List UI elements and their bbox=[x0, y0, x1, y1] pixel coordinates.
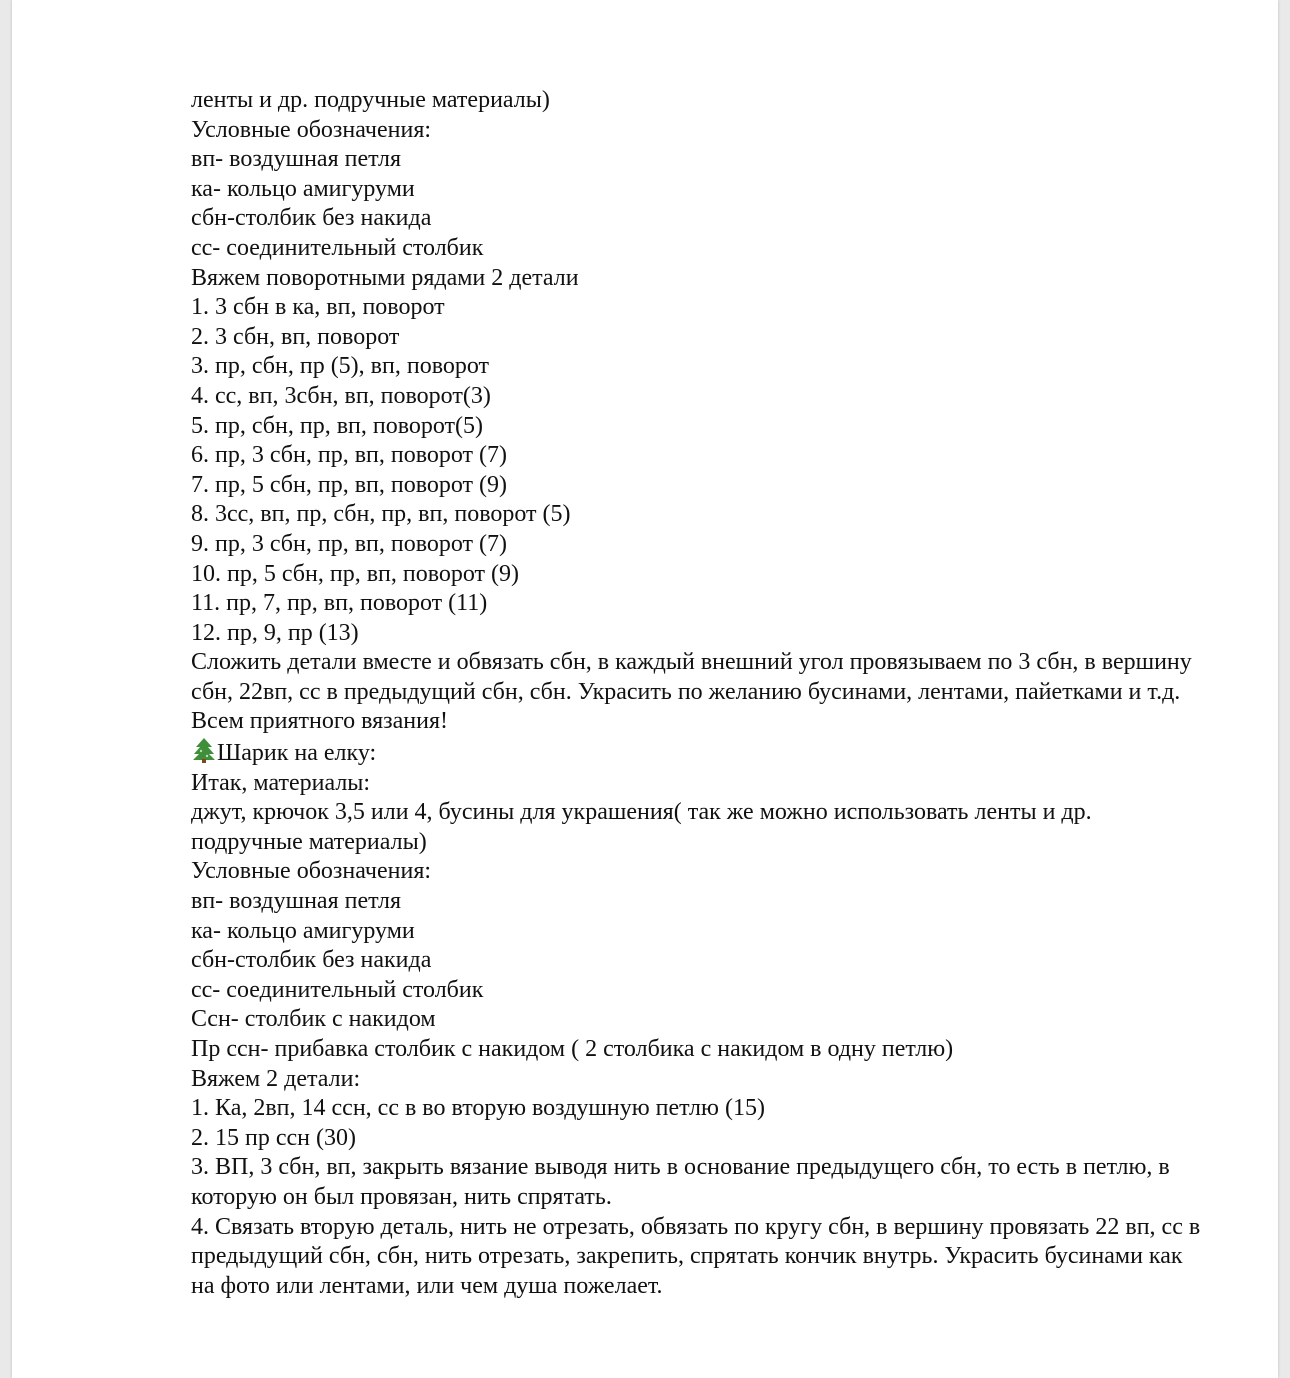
text-line: 2. 3 сбн, вп, поворот bbox=[191, 323, 400, 350]
christmas-tree-icon bbox=[191, 737, 217, 763]
text-line: ка- кольцо амигуруми bbox=[191, 917, 415, 944]
text-line: Пр ссн- прибавка столбик с накидом ( 2 столбика с накидом в одну петлю) bbox=[191, 1036, 954, 1062]
section-title-text: Шарик на елку: bbox=[217, 740, 377, 767]
text-line: сс- соединительный столбик bbox=[191, 234, 484, 261]
text-line: ка- кольцо амигуруми bbox=[191, 175, 415, 202]
text-line: 5. пр, сбн, пр, вп, поворот(5) bbox=[191, 412, 484, 439]
text-line: 4. сс, вп, 3сбн, вп, поворот(3) bbox=[191, 382, 491, 409]
text-line: 3. пр, сбн, пр (5), вп, поворот bbox=[191, 353, 490, 380]
text-line: 9. пр, 3 сбн, пр, вп, поворот (7) bbox=[191, 530, 508, 557]
text-line: Сложить детали вместе и обвязать сбн, в каждый внешний угол провязываем по 3 сбн, в вершину сбн, 22вп, сс в предыдущий сбн, сбн. Украсить по желанию бусинами, лентами, пайетками и т.д. bbox=[191, 649, 1192, 705]
text-line: вп- воздушная петля bbox=[191, 888, 402, 915]
text-line: Всем приятного вязания! bbox=[191, 708, 449, 735]
instructions-part-1 bbox=[191, 86, 1201, 737]
instructions-part-2 bbox=[191, 769, 1201, 1302]
text-line: 10. пр, 5 сбн, пр, вп, поворот (9) bbox=[191, 560, 520, 587]
text-line: Вяжем поворотными рядами 2 детали bbox=[191, 264, 579, 291]
text-line: джут, крючок 3,5 или 4, бусины для украшения( так же можно использовать ленты и др. подручные материалы) bbox=[191, 799, 1092, 855]
text-line: Вяжем 2 детали: bbox=[191, 1065, 361, 1092]
text-line: 1. Ка, 2вп, 14 ссн, сс в во вторую воздушную петлю (15) bbox=[191, 1095, 765, 1122]
text-line: Условные обозначения: bbox=[191, 858, 432, 885]
text-line: Ссн- столбик с накидом bbox=[191, 1006, 436, 1033]
text-line: 8. 3сс, вп, пр, сбн, пр, вп, поворот (5) bbox=[191, 501, 571, 528]
text-line: Итак, материалы: bbox=[191, 769, 371, 796]
text-line: 7. пр, 5 сбн, пр, вп, поворот (9) bbox=[191, 471, 508, 498]
text-line: Условные обозначения: bbox=[191, 116, 432, 143]
text-line: 6. пр, 3 сбн, пр, вп, поворот (7) bbox=[191, 442, 508, 469]
text-line: ленты и др. подручные материалы) bbox=[191, 87, 550, 113]
text-line: 3. ВП, 3 сбн, вп, закрыть вязание выводя нить в основание предыдущего сбн, то есть в петлю, в которую он был провязан, нить спрятать. bbox=[191, 1154, 1170, 1210]
text-line: сс- соединительный столбик bbox=[191, 976, 484, 1003]
text-line: сбн-столбик без накида bbox=[191, 947, 432, 974]
text-line: 1. 3 сбн в ка, вп, поворот bbox=[191, 294, 445, 321]
text-line: 11. пр, 7, пр, вп, поворот (11) bbox=[191, 590, 488, 617]
text-line: 2. 15 пр ссн (30) bbox=[191, 1124, 356, 1151]
text-line: вп- воздушная петля bbox=[191, 146, 402, 173]
text-line: сбн-столбик без накида bbox=[191, 205, 432, 232]
text-line: 12. пр, 9, пр (13) bbox=[191, 619, 359, 646]
document-body bbox=[191, 86, 1201, 1301]
section-title bbox=[191, 737, 1201, 769]
text-line: 4. Связать вторую деталь, нить не отрезать, обвязать по кругу сбн, в вершину провязать 22 вп, сс в предыдущий сбн, сбн, нить отрезать, закрепить, спрятать кончик внутрь. Украсить бусинами как на фото или лентами, или чем душа пожелает. bbox=[191, 1213, 1201, 1299]
document-page bbox=[12, 0, 1278, 1378]
